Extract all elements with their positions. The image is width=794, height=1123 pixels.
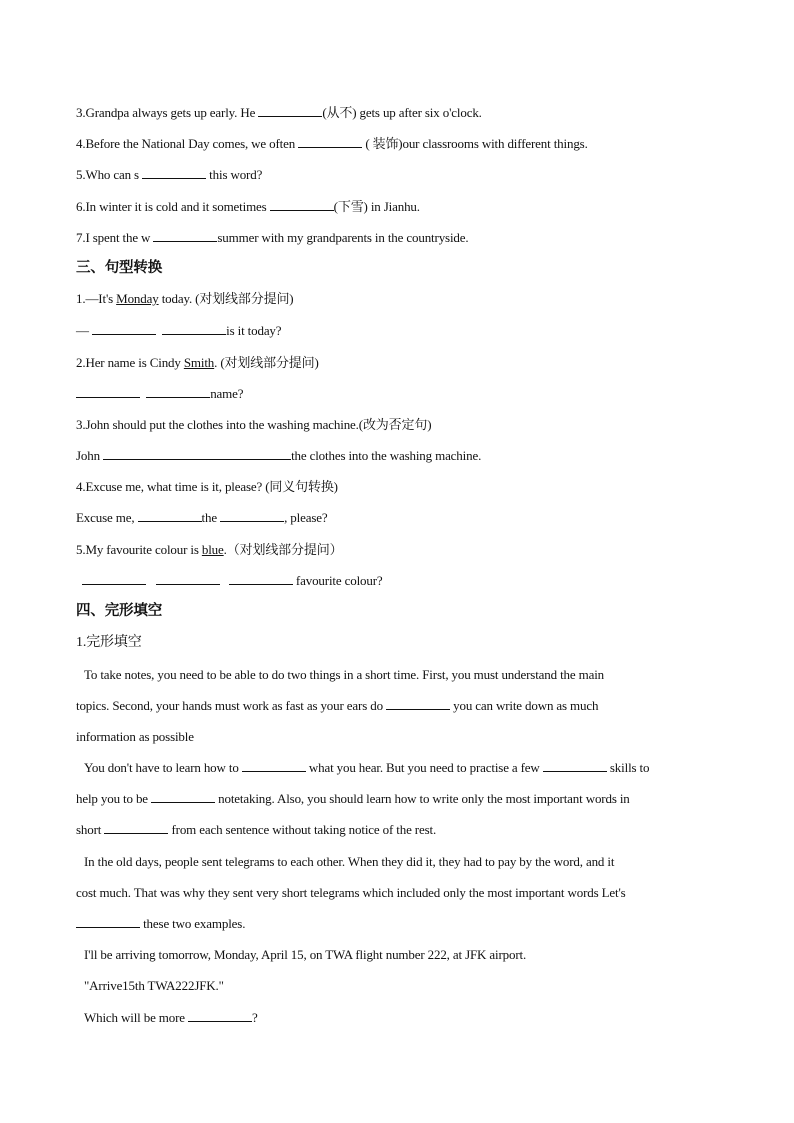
question-3 <box>76 104 734 122</box>
answer-blank[interactable] <box>142 166 206 179</box>
question-text: 2.Her name is Cindy <box>76 355 184 370</box>
question-text: today. (对划线部分提问) <box>158 291 294 306</box>
answer-text: — <box>76 323 92 338</box>
passage-text: from each sentence without taking notice of the rest. <box>168 822 437 837</box>
answer-blank[interactable] <box>76 385 140 398</box>
passage-text: these two examples. <box>140 916 246 931</box>
answer-blank[interactable] <box>162 322 226 335</box>
passage-text: skills to <box>606 760 650 775</box>
answer-line <box>76 509 734 527</box>
question-text: 3.Grandpa always gets up early. He <box>76 105 259 120</box>
answer-line <box>76 322 734 340</box>
question-text: 5.My favourite colour is <box>76 542 202 557</box>
question-text: summer with my grandparents in the countryside. <box>217 230 469 245</box>
answer-blank[interactable] <box>220 509 284 522</box>
answer-line <box>76 385 734 403</box>
answer-text: Excuse me, <box>76 510 138 525</box>
question-text: (下雪) in Jianhu. <box>333 199 420 214</box>
question-5 <box>76 166 734 184</box>
answer-blank[interactable] <box>188 1009 252 1022</box>
passage-text: Which will be more <box>84 1010 189 1025</box>
answer-blank[interactable] <box>386 697 450 710</box>
question-text: 4.Before the National Day comes, we often <box>76 136 299 151</box>
answer-blank[interactable] <box>156 572 220 585</box>
answer-blank[interactable] <box>92 322 156 335</box>
passage-text: short <box>76 822 105 837</box>
passage-line <box>76 915 734 933</box>
answer-blank[interactable] <box>298 135 362 148</box>
answer-line <box>76 572 734 590</box>
passage-line: information as possible <box>76 729 194 744</box>
question-text: (从不) gets up after six o'clock. <box>322 105 482 120</box>
passage-text: you can write down as much <box>450 698 599 713</box>
passage-text: topics. Second, your hands must work as fast as your ears do <box>76 698 387 713</box>
answer-text: is it today? <box>226 323 282 338</box>
answer-blank[interactable] <box>258 104 322 117</box>
passage-text: ? <box>252 1010 258 1025</box>
answer-line <box>76 447 734 465</box>
answer-blank[interactable] <box>151 790 215 803</box>
question-text: 5.Who can s <box>76 167 143 182</box>
answer-text: the <box>201 510 221 525</box>
answer-blank[interactable] <box>104 821 168 834</box>
answer-blank[interactable] <box>270 198 334 211</box>
answer-blank[interactable] <box>229 572 293 585</box>
answer-text: , please? <box>284 510 328 525</box>
answer-blank[interactable] <box>242 759 306 772</box>
question-2 <box>76 354 734 372</box>
question-4: 4.Excuse me, what time is it, please? (同义句转换) <box>76 479 338 494</box>
passage-line <box>76 1009 734 1027</box>
question-text: .（对划线部分提问） <box>223 542 343 557</box>
passage-line: In the old days, people sent telegrams to each other. When they did it, they had to pay by the word, and it <box>84 854 615 869</box>
passage-line <box>76 759 734 777</box>
passage-line <box>76 821 734 839</box>
answer-text: the clothes into the washing machine. <box>291 448 482 463</box>
passage-line: To take notes, you need to be able to do two things in a short time. First, you must understand the main <box>84 667 605 682</box>
underlined-word: blue <box>201 542 224 557</box>
question-text: 6.In winter it is cold and it sometimes <box>76 199 270 214</box>
question-3: 3.John should put the clothes into the washing machine.(改为否定句) <box>76 417 432 432</box>
passage-line <box>76 697 734 715</box>
question-text: . (对划线部分提问) <box>214 355 319 370</box>
question-6 <box>76 198 734 216</box>
passage-line: cost much. That was why they sent very short telegrams which included only the most important words Let's <box>76 885 626 900</box>
question-5 <box>76 541 734 559</box>
answer-blank[interactable] <box>138 509 202 522</box>
answer-blank[interactable] <box>103 447 291 460</box>
answer-blank[interactable] <box>76 915 140 928</box>
answer-blank[interactable] <box>153 229 217 242</box>
question-4 <box>76 135 734 153</box>
answer-text: John <box>76 448 104 463</box>
subsection-title: 1.完形填空 <box>76 635 142 650</box>
underlined-word: Smith <box>183 355 215 370</box>
answer-blank[interactable] <box>543 759 607 772</box>
question-text: ( 装饰)our classrooms with different things. <box>362 136 588 151</box>
question-7 <box>76 229 734 247</box>
section-title: 四、完形填空 <box>76 603 163 619</box>
passage-text: help you to be <box>76 791 152 806</box>
question-1 <box>76 290 734 308</box>
answer-blank[interactable] <box>82 572 146 585</box>
passage-line: "Arrive15th TWA222JFK." <box>84 978 224 993</box>
answer-blank[interactable] <box>146 385 210 398</box>
passage-text: notetaking. Also, you should learn how to write only the most important words in <box>215 791 630 806</box>
passage-text: what you hear. But you need to practise a few <box>305 760 543 775</box>
passage-line <box>76 790 734 808</box>
passage-line: I'll be arriving tomorrow, Monday, April 15, on TWA flight number 222, at JFK airport. <box>84 947 527 962</box>
question-text: 7.I spent the w <box>76 230 154 245</box>
answer-text: name? <box>210 386 244 401</box>
answer-text: favourite colour? <box>292 573 383 588</box>
question-text: this word? <box>206 167 263 182</box>
underlined-word: Monday <box>116 291 159 306</box>
section-title: 三、句型转换 <box>76 260 163 276</box>
question-text: 1.—It's <box>76 291 117 306</box>
passage-text: You don't have to learn how to <box>84 760 242 775</box>
